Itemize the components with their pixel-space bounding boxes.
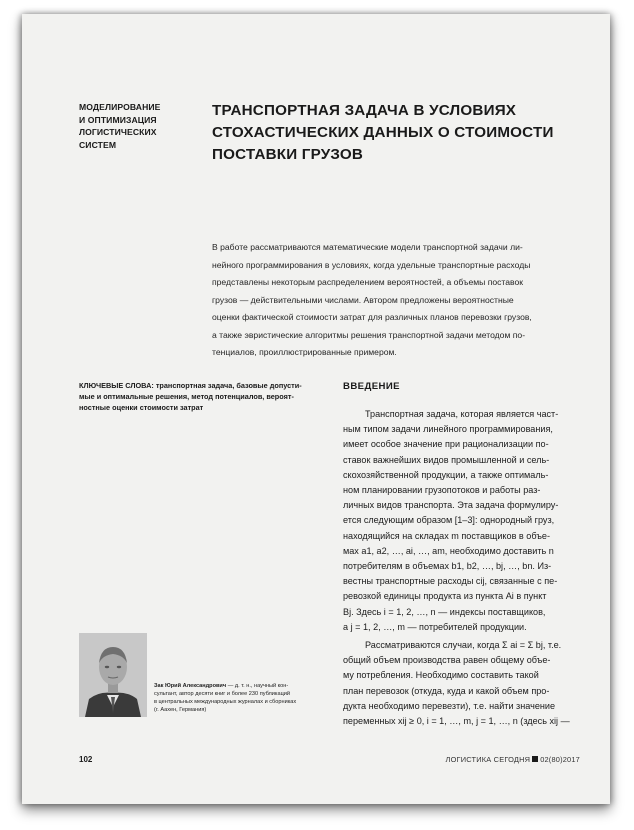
body-line: ревозкой единицы продукта из пункта Ai в пункт	[343, 591, 547, 602]
author-photo	[79, 633, 147, 717]
bio-line: (г. Аахен, Германия)	[154, 707, 207, 713]
square-icon	[532, 756, 538, 762]
rubric-line: И ОПТИМИЗАЦИЯ	[79, 114, 157, 125]
article-title	[212, 100, 587, 166]
body-line: ется следующим образом [1–3]: однородный груз,	[343, 515, 555, 526]
journal-name: ЛОГИСТИКА СЕГОДНЯ	[445, 755, 531, 764]
title-line: ТРАНСПОРТНАЯ ЗАДАЧА В УСЛОВИЯХ	[212, 102, 517, 119]
bio-text: — д. т. н., научный кон-	[227, 683, 289, 689]
author-bio	[154, 682, 309, 714]
body-line: ставок важнейших видов промышленной и сель-	[343, 454, 550, 465]
body-line: потребителям в объемах b1, b2, …, bj, …, bn. Из-	[343, 561, 552, 572]
body-line: ным типом задачи линейного программирования,	[343, 424, 553, 435]
body-line: личных видов транспорта. Эта задача формулиру-	[343, 500, 559, 511]
body-line: вестны транспортные расходы cij, связанные с пе-	[343, 576, 558, 587]
title-line: СТОХАСТИЧЕСКИХ ДАННЫХ О СТОИМОСТИ	[212, 124, 554, 141]
rubric-line: ЛОГИСТИЧЕСКИХ	[79, 127, 157, 137]
bio-line: в центральных международных журналах и сборниках	[154, 699, 297, 705]
page-number: 102	[79, 755, 93, 764]
abstract-line: грузов — действительными числами. Автором предложены вероятностные	[212, 294, 514, 305]
journal-footer	[446, 755, 580, 764]
body-line: му потребления. Необходимо составить такой	[343, 670, 539, 681]
rubric	[79, 101, 189, 151]
rubric-line: СИСТЕМ	[79, 139, 117, 150]
abstract-line: оценки фактической стоимости затрат для различных планов перевозки грузов,	[212, 312, 532, 322]
bio-line	[154, 682, 309, 690]
section-heading-introduction: ВВЕДЕНИЕ	[343, 381, 400, 392]
body-line: имеет особое значение при рационализации по-	[343, 439, 549, 450]
rubric-line: МОДЕЛИРОВАНИЕ	[79, 102, 161, 112]
abstract-line: В работе рассматриваются математические модели транспортной задачи ли-	[212, 242, 523, 252]
keywords	[79, 380, 319, 413]
body-line: план перевозок (откуда, куда и какой объем про-	[343, 685, 550, 696]
body-text	[343, 407, 588, 729]
title-line: ПОСТАВКИ ГРУЗОВ	[212, 146, 364, 163]
body-line: общий объем производства равен общему объе-	[343, 655, 551, 666]
body-line: Транспортная задача, которая является част-	[365, 409, 559, 419]
keywords-line: мые и оптимальные решения, метод потенциалов, вероят-	[79, 392, 294, 401]
author-name: Зак Юрий Александрович	[154, 683, 227, 689]
body-line: Рассматриваются случаи, когда Σ ai = Σ bj, т.е.	[365, 640, 562, 651]
body-line: а j = 1, 2, …, m — потребителей продукции.	[343, 621, 527, 632]
abstract-line: а также эвристические алгоритмы решения транспортной задачи методом по-	[212, 329, 526, 340]
abstract	[212, 239, 582, 362]
journal-page	[22, 14, 610, 804]
body-line: переменных xij ≥ 0, i = 1, …, m, j = 1, …, n (здесь xij —	[343, 716, 570, 727]
body-line: находящийся на складах m поставщиков в объе-	[343, 530, 551, 541]
abstract-line: тенциалов, проиллюстрированные примером.	[212, 347, 397, 357]
bio-line: сультант, автор десяти книг и более 230 публикаций	[154, 691, 291, 697]
abstract-line: представлены некоторым распределением вероятностей, а объемы поставок	[212, 277, 524, 287]
keywords-line: КЛЮЧЕВЫЕ СЛОВА: транспортная задача, базовые допусти-	[79, 381, 302, 390]
abstract-line: нейного программирования в условиях, когда удельные транспортные расходы	[212, 259, 531, 270]
body-line: дукта необходимо перевезти), т.е. найти значение	[343, 700, 556, 711]
body-line: мах a1, a2, …, ai, …, am, необходимо доставить n	[343, 545, 554, 556]
keywords-line: ностные оценки стоимости затрат	[79, 403, 204, 412]
body-line: ном планировании грузопотоков и работы раз-	[343, 485, 541, 496]
author-portrait-icon	[79, 633, 147, 717]
body-line: скохозяйственной продукции, а также оптималь-	[343, 469, 549, 480]
body-line: Bj. Здесь i = 1, 2, …, n — индексы поставщиков,	[343, 606, 546, 617]
journal-issue: 02(80)2017	[540, 755, 580, 764]
